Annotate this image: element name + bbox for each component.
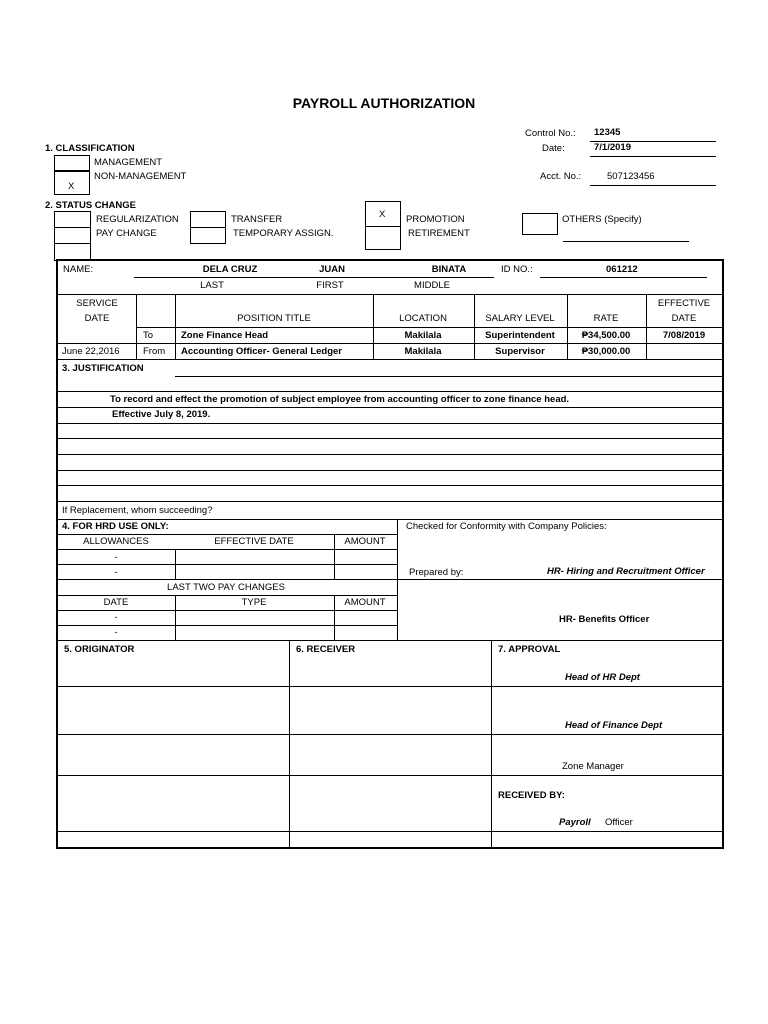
acct-no-underline — [590, 185, 716, 186]
frame-right — [722, 259, 724, 849]
table-row-divider — [57, 343, 723, 344]
date-underline — [590, 156, 716, 157]
from-salary-level[interactable]: Supervisor — [495, 346, 545, 357]
hrd-col-4 — [334, 595, 335, 640]
sig-line-2 — [57, 734, 723, 735]
salary-level-header: SALARY LEVEL — [485, 313, 555, 324]
acct-no-value[interactable]: 507123456 — [607, 171, 655, 182]
hrd-line-2 — [57, 549, 397, 550]
col-line-5 — [567, 294, 568, 359]
officer-label: Officer — [605, 817, 633, 828]
hr-benefits-officer: HR- Benefits Officer — [559, 614, 650, 625]
justification-line-5 — [57, 454, 723, 455]
regularization-label: REGULARIZATION — [96, 214, 179, 225]
name-label: NAME: — [63, 264, 94, 275]
classification-heading: 1. CLASSIFICATION — [45, 143, 135, 154]
last-name-value[interactable]: DELA CRUZ — [202, 264, 258, 275]
retirement-label: RETIREMENT — [408, 228, 470, 239]
from-rate[interactable]: ₱30,000.00 — [581, 346, 631, 357]
id-no-underline — [540, 277, 707, 278]
non-management-label: NON-MANAGEMENT — [94, 171, 187, 182]
hrd-line-3 — [57, 564, 397, 565]
justification-line-1 — [57, 391, 723, 392]
others-checkbox[interactable] — [522, 213, 558, 235]
effective-date-header: EFFECTIVE — [657, 298, 711, 309]
col-line-6 — [646, 294, 647, 359]
status-change-heading: 2. STATUS CHANGE — [45, 200, 136, 211]
prepared-by-label: Prepared by: — [409, 567, 464, 578]
justification-bottom-line — [57, 519, 723, 520]
head-hr-dept: Head of HR Dept — [565, 672, 640, 683]
hrd-col-1 — [175, 549, 176, 579]
receiver-heading: 6. RECEIVER — [296, 644, 356, 655]
id-no-label: ID NO.: — [501, 264, 533, 275]
conformity-label: Checked for Conformity with Company Policies: — [406, 521, 607, 532]
to-location[interactable]: Makilala — [404, 330, 442, 341]
hrd-line-5 — [57, 595, 397, 596]
col-line-1 — [136, 294, 137, 359]
hrd-heading: 4. FOR HRD USE ONLY: — [62, 521, 169, 532]
acct-no-label: Acct. No.: — [540, 171, 582, 182]
from-label: From — [143, 346, 166, 357]
pay-change-label: PAY CHANGE — [96, 228, 157, 239]
hrd-bottom-line — [57, 640, 723, 641]
justification-heading: 3. JUSTIFICATION — [62, 363, 144, 374]
effective-date-col-header: EFFECTIVE DATE — [214, 536, 294, 547]
justification-text-1[interactable]: To record and effect the promotion of subject employee from accounting officer to zone finance head. — [110, 394, 570, 405]
hrd-col-3 — [175, 595, 176, 640]
allowance-dash-2: - — [114, 567, 118, 578]
id-no-value[interactable]: 061212 — [606, 264, 638, 275]
last-two-pay-changes-header: LAST TWO PAY CHANGES — [167, 582, 285, 593]
col-line-4 — [474, 294, 475, 359]
received-by-label: RECEIVED BY: — [498, 790, 565, 801]
management-checkbox[interactable] — [54, 155, 90, 171]
promotion-mark: X — [379, 209, 386, 220]
justification-line-2 — [57, 407, 723, 408]
rate-header: RATE — [593, 313, 619, 324]
justification-line-4 — [57, 438, 723, 439]
to-salary-level[interactable]: Superintendent — [485, 330, 555, 341]
to-rate[interactable]: ₱34,500.00 — [581, 330, 631, 341]
sig-line-3 — [57, 775, 723, 776]
amount-header: AMOUNT — [344, 536, 386, 547]
approval-heading: 7. APPROVAL — [498, 644, 561, 655]
pay-amount-header: AMOUNT — [344, 597, 386, 608]
regularization-checkbox[interactable] — [54, 211, 91, 228]
non-management-mark: X — [68, 181, 75, 192]
location-header: LOCATION — [399, 313, 447, 324]
allowance-dash-1: - — [114, 552, 118, 563]
table-header-bottom — [136, 327, 723, 328]
service-date-header-2: DATE — [84, 313, 110, 324]
replacement-label: If Replacement, whom succeeding? — [62, 505, 213, 516]
transfer-checkbox[interactable] — [190, 211, 226, 228]
page-title: PAYROLL AUTHORIZATION — [292, 95, 476, 111]
table-top-line — [57, 294, 723, 295]
table-bottom-line — [57, 359, 723, 360]
allowances-header: ALLOWANCES — [83, 536, 149, 547]
control-no-value[interactable]: 12345 — [594, 127, 621, 138]
to-position[interactable]: Zone Finance Head — [181, 330, 269, 341]
first-name-value[interactable]: JUAN — [319, 264, 345, 275]
pay-type-header: TYPE — [241, 597, 267, 608]
middle-label: MIDDLE — [414, 280, 450, 291]
service-date-header: SERVICE — [76, 298, 118, 309]
pay-change-checkbox[interactable] — [54, 227, 91, 244]
hrd-line-4 — [57, 579, 397, 580]
pay-dash-1: - — [114, 612, 118, 623]
hrd-line-7 — [57, 625, 397, 626]
col-line-3 — [373, 294, 374, 359]
sig-col-1 — [289, 640, 290, 848]
sig-col-2 — [491, 640, 492, 848]
first-label: FIRST — [316, 280, 344, 291]
control-no-label: Control No.: — [525, 128, 576, 139]
to-effective-date[interactable]: 7/08/2019 — [662, 330, 706, 341]
to-label: To — [143, 330, 154, 341]
hrd-col-2 — [334, 534, 335, 579]
frame-left — [56, 259, 58, 849]
pay-date-header: DATE — [103, 597, 129, 608]
zone-manager: Zone Manager — [562, 761, 624, 772]
effective-date-header-2: DATE — [671, 313, 697, 324]
date-label: Date: — [542, 143, 565, 154]
hrd-line-1 — [57, 534, 397, 535]
justification-line-0 — [175, 376, 723, 377]
prepared-by-line — [397, 579, 723, 580]
payroll-label: Payroll — [559, 817, 591, 828]
last-label: LAST — [200, 280, 224, 291]
sig-line-1 — [57, 686, 723, 687]
col-line-2 — [175, 294, 176, 359]
frame-bottom — [56, 847, 724, 849]
name-underline — [134, 277, 494, 278]
from-location[interactable]: Makilala — [404, 346, 442, 357]
date-value[interactable]: 7/1/2019 — [594, 142, 631, 153]
transfer-label: TRANSFER — [231, 214, 283, 225]
promotion-label: PROMOTION — [406, 214, 465, 225]
management-label: MANAGEMENT — [94, 157, 163, 168]
justification-text-2[interactable]: Effective July 8, 2019. — [112, 409, 211, 420]
temporary-assign-checkbox[interactable] — [190, 227, 226, 244]
others-label: OTHERS (Specify) — [562, 214, 642, 225]
sig-line-4 — [57, 831, 723, 832]
hrd-line-6 — [57, 610, 397, 611]
frame-top — [56, 259, 724, 261]
position-title-header: POSITION TITLE — [237, 313, 311, 324]
from-position[interactable]: Accounting Officer- General Ledger — [181, 346, 342, 357]
pay-dash-2: - — [114, 627, 118, 638]
justification-line-6 — [57, 470, 723, 471]
temporary-assign-label: TEMPORARY ASSIGN. — [233, 228, 334, 239]
originator-heading: 5. ORIGINATOR — [64, 644, 135, 655]
retirement-checkbox[interactable] — [365, 226, 401, 250]
middle-name-value[interactable]: BINATA — [431, 264, 467, 275]
from-service-date[interactable]: June 22,2016 — [62, 346, 120, 357]
justification-line-7 — [57, 485, 723, 486]
others-specify-line[interactable] — [563, 241, 689, 242]
head-finance-dept: Head of Finance Dept — [565, 720, 663, 731]
justification-line-3 — [57, 423, 723, 424]
hr-hiring-officer: HR- Hiring and Recruitment Officer — [547, 566, 705, 577]
justification-line-8 — [57, 501, 723, 502]
